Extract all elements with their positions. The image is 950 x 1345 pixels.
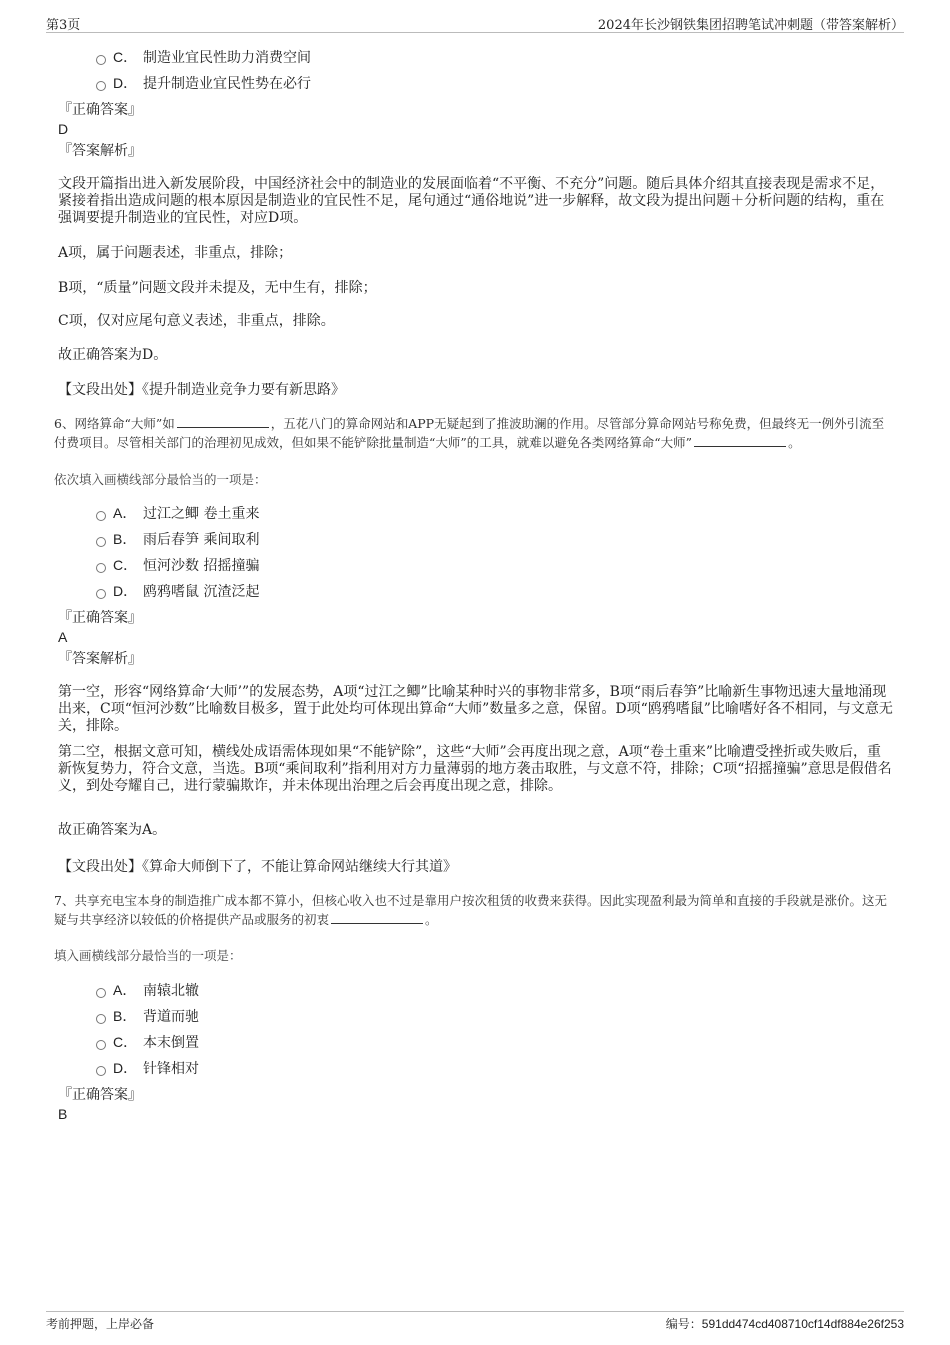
- radio-icon[interactable]: [96, 563, 106, 573]
- answer-label: 『正确答案』: [58, 1087, 142, 1103]
- radio-icon[interactable]: [96, 1066, 106, 1076]
- analysis-label: 『答案解析』: [58, 143, 142, 159]
- answer-label: 『正确答案』: [58, 610, 142, 626]
- page-footer: [46, 1311, 904, 1334]
- option-c[interactable]: C． 本末倒置: [96, 1032, 199, 1052]
- analysis-paragraph: 第二空，根据文意可知，横线处成语需体现如果“不能铲除”，这些“大师”会再度出现之意，A项“卷土重来”比喻遭受挫折或失败后，重新恢复势力，符合文意，当选。B项“乘间取利”指利用对方力量薄弱的地方袭击取胜，与文意不符，排除；C项“招摇撞骗”意思是假借名义，到处夸耀自己，进行蒙骗欺诈，并未体现出治理之后会再度出现之意，排除。: [58, 744, 892, 794]
- fill-blank: [177, 415, 269, 428]
- analysis-paragraph: B项，“质量”问题文段并未提及，无中生有，排除；: [58, 280, 377, 296]
- radio-icon[interactable]: [96, 1040, 106, 1050]
- passage-source: 【文段出处】《提升制造业竞争力要有新思路》: [58, 382, 345, 398]
- answer-value: D: [58, 121, 69, 137]
- radio-icon[interactable]: [96, 511, 106, 521]
- footer-slogan: 考前押题，上岸必备: [46, 1317, 155, 1331]
- option-c[interactable]: C． 制造业宜民性助力消费空间: [96, 47, 311, 67]
- option-d[interactable]: D． 提升制造业宜民性势在必行: [96, 73, 311, 93]
- question-stem: 7、共享充电宝本身的制造推广成本都不算小，但核心收入也不过是靠用户按次租赁的收费来获得。因此实现盈利最为简单和直接的手段就是涨价。这无疑与共享经济以较低的价格提供产品或服务的初衷 。: [54, 893, 887, 927]
- analysis-conclusion: 故正确答案为D。: [58, 347, 168, 363]
- radio-icon[interactable]: [96, 589, 106, 599]
- option-d[interactable]: D． 鸥鸦嗜鼠 沉渣泛起: [96, 581, 259, 601]
- analysis-paragraph: 文段开篇指出进入新发展阶段，中国经济社会中的制造业的发展面临着“不平衡、不充分”问题。随后具体介绍其直接表现是需求不足，紧接着指出造成问题的根本原因是制造业的宜民性不足，尾句通过“通俗地说”进一步解释，故文段为提出问题＋分析问题的结构，重在强调要提升制造业的宜民性，对应D项。: [58, 176, 885, 226]
- document-title: 2024年长沙钢铁集团招聘笔试冲刺题（带答案解析）: [597, 18, 904, 33]
- option-c[interactable]: C． 恒河沙数 招摇撞骗: [96, 555, 259, 575]
- question-stem: 6、网络算命“大师”如 ，五花八门的算命网站和APP无疑起到了推波助澜的作用。尽管部分算命网站号称免费，但最终无一例外引流至付费项目。尽管相关部门的治理初见成效，但如果不能铲除批量制造“大师”的工具，就难以避免各类网络算命“大师” 。: [54, 416, 885, 450]
- question-prompt: 填入画横线部分最恰当的一项是：: [54, 948, 242, 963]
- radio-icon[interactable]: [96, 988, 106, 998]
- radio-icon[interactable]: [96, 81, 106, 91]
- answer-label: 『正确答案』: [58, 102, 142, 118]
- analysis-conclusion: 故正确答案为A。: [58, 822, 167, 838]
- document-code: 编号：591dd474cd408710cf14df884e26f253: [665, 1317, 904, 1331]
- analysis-paragraph: A项，属于问题表述，非重点，排除；: [58, 245, 293, 261]
- fill-blank: [694, 434, 786, 447]
- radio-icon[interactable]: [96, 1014, 106, 1024]
- passage-source: 【文段出处】《算命大师倒下了，不能让算命网站继续大行其道》: [58, 859, 457, 875]
- option-b[interactable]: B． 雨后春笋 乘间取利: [96, 529, 259, 549]
- fill-blank: [331, 911, 423, 924]
- option-a[interactable]: A． 过江之鲫 卷土重来: [96, 503, 259, 523]
- page-number: 第3页: [46, 18, 81, 33]
- analysis-paragraph: 第一空，形容“网络算命‘大师’”的发展态势，A项“过江之鲫”比喻某种时兴的事物非常多，B项“雨后春笋”比喻新生事物迅速大量地涌现出来，C项“恒河沙数”比喻数目极多，置于此处均可体现出算命“大师”数量多之意，保留。D项“鸥鸦嗜鼠”比喻嗜好各不相同，与文意无关，排除。: [58, 684, 893, 734]
- radio-icon[interactable]: [96, 55, 106, 65]
- answer-value: B: [58, 1106, 68, 1122]
- option-a[interactable]: A． 南辕北辙: [96, 980, 199, 1000]
- option-b[interactable]: B． 背道而驰: [96, 1006, 199, 1026]
- analysis-paragraph: C项，仅对应尾句意义表述，非重点，排除。: [58, 313, 335, 329]
- radio-icon[interactable]: [96, 537, 106, 547]
- analysis-label: 『答案解析』: [58, 651, 142, 667]
- question-prompt: 依次填入画横线部分最恰当的一项是：: [54, 472, 267, 487]
- answer-value: A: [58, 629, 68, 645]
- option-d[interactable]: D． 针锋相对: [96, 1058, 199, 1078]
- page-header: [46, 14, 904, 33]
